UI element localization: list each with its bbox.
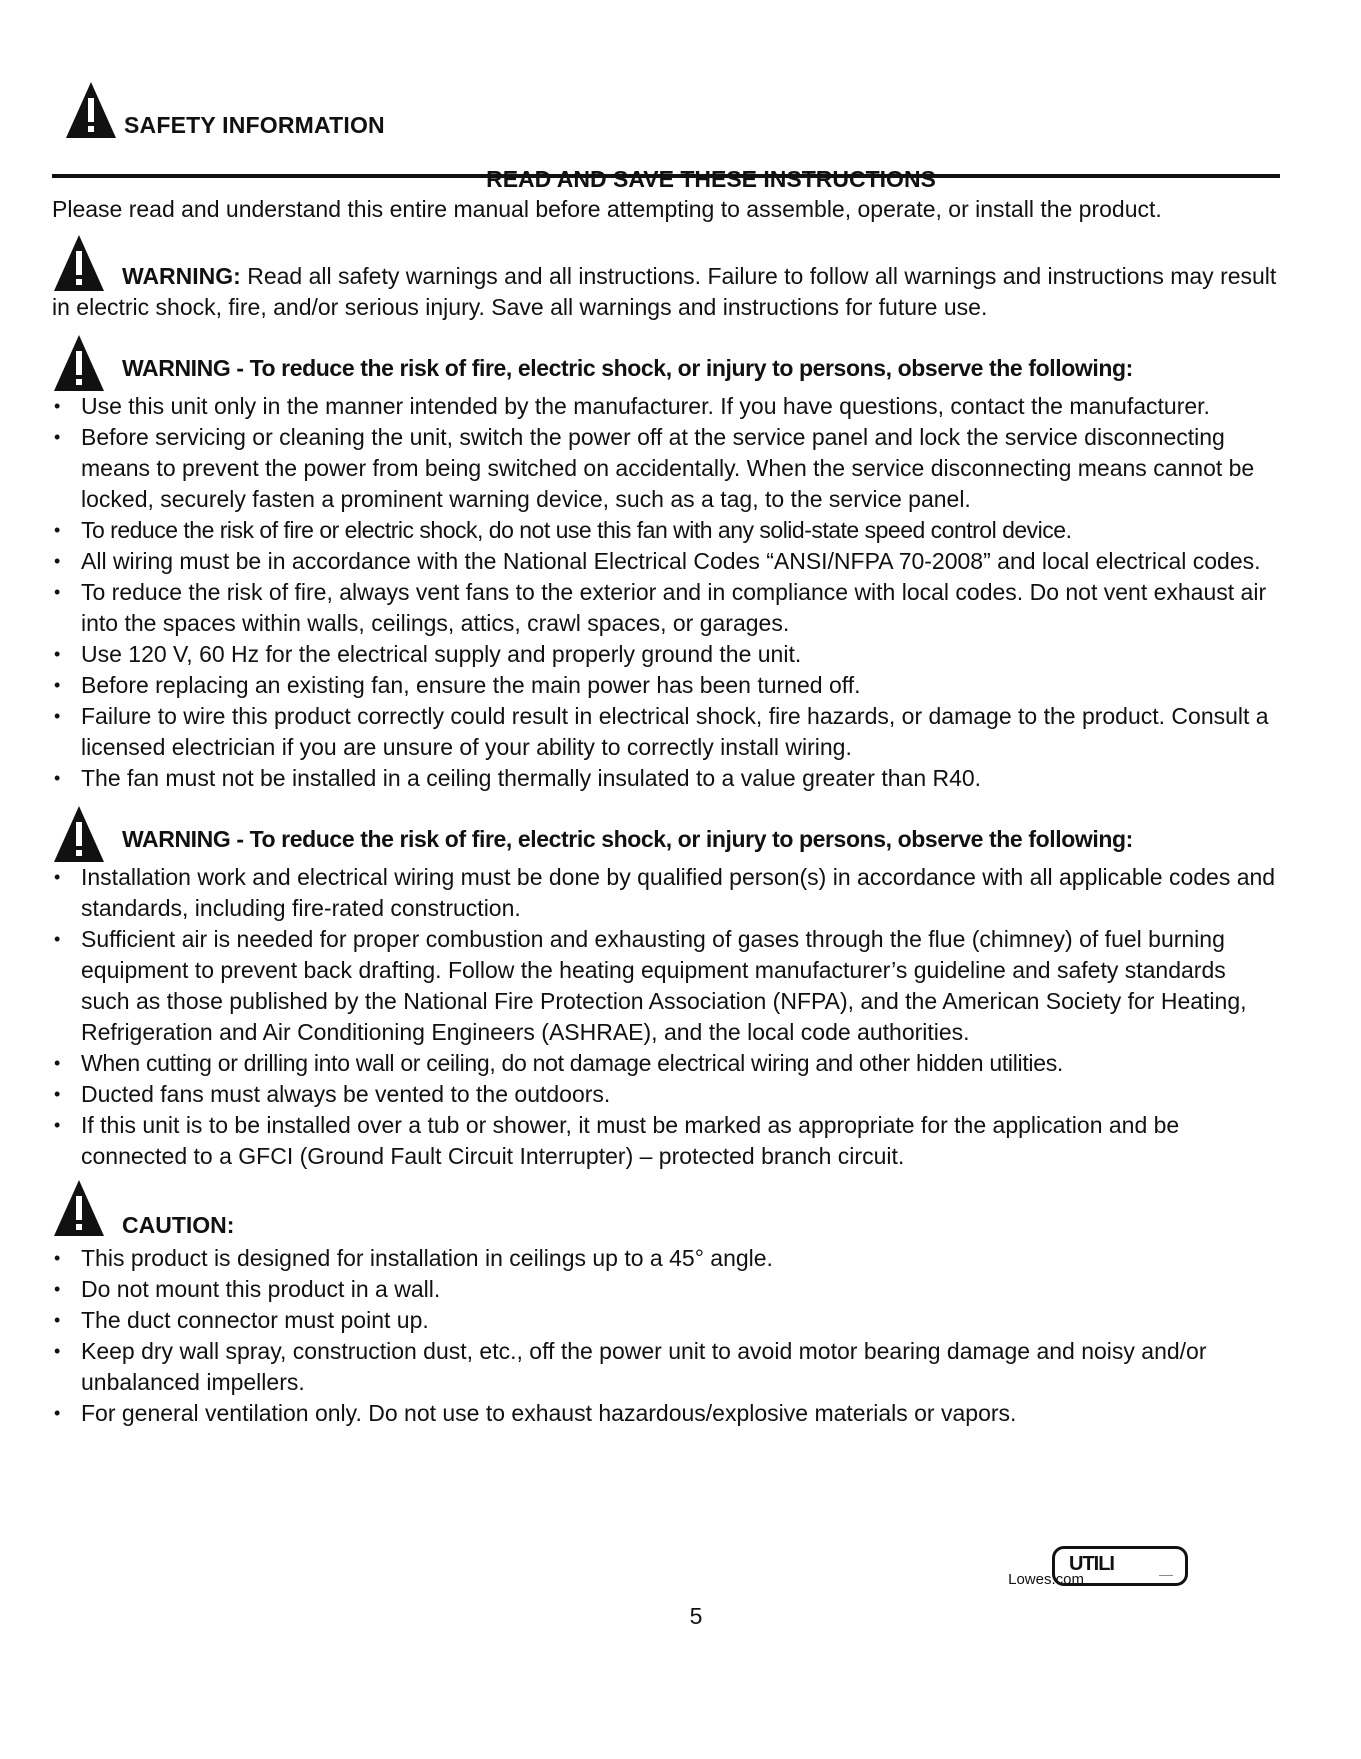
list-item: • For general ventilation only. Do not use to exhaust hazardous/explosive materials or vapors.: [52, 1398, 1280, 1429]
list-item: • All wiring must be in accordance with the National Electrical Codes “ANSI/NFPA 70-2008” and local electrical codes.: [52, 546, 1280, 577]
list-item: • Sufficient air is needed for proper combustion and exhausting of gases through the flue (chimney) of fuel burning equipment to prevent back drafting. Follow the heating equipment manufacturer’s guideline and safety standards such as those published by the National Fire Protection Association (NFPA), and the American Society for Heating, Refrigeration and Air Conditioning Engineers (ASHRAE), and the local code authorities.: [52, 924, 1280, 1048]
warning-triangle-icon: [64, 80, 118, 140]
site-name: Lowes.com: [1008, 1571, 1084, 1588]
warning-triangle-icon: [52, 233, 106, 293]
warning-triangle-icon: [52, 804, 106, 864]
warning-install-section: [52, 808, 1280, 1172]
warning-general-text: [52, 239, 1280, 323]
page-footer: [52, 1540, 1280, 1629]
section-header: [52, 80, 1280, 142]
list-item: • Ducted fans must always be vented to the outdoors.: [52, 1079, 1280, 1110]
list-item: • Before servicing or cleaning the unit, switch the power off at the service panel and lock the service disconnecting means to prevent the power from being switched on accidentally. When the service disconnecting means cannot be locked, securely fasten a prominent warning device, such as a tag, to the service panel.: [52, 422, 1280, 515]
warning-install-heading: [52, 808, 1280, 860]
brand-logo: [1052, 1546, 1188, 1586]
list-item: • Use this unit only in the manner intended by the manufacturer. If you have questions, contact the manufacturer.: [52, 391, 1280, 422]
list-item: • Failure to wire this product correctly could result in electrical shock, fire hazards, or damage to the product. Consult a licensed electrician if you are unsure of your ability to correctly install wiring.: [52, 701, 1280, 763]
list-item: • When cutting or drilling into wall or ceiling, do not damage electrical wiring and other hidden utilities.: [52, 1048, 1280, 1079]
list-item: • The fan must not be installed in a ceiling thermally insulated to a value greater than R40.: [52, 763, 1280, 794]
warning-triangle-icon: [52, 333, 106, 393]
warning-fire-heading: [52, 337, 1280, 389]
warning-install-title: WARNING - To reduce the risk of fire, electric shock, or injury to persons, observe the following:: [122, 826, 1133, 852]
warning-general: [52, 239, 1280, 323]
header-rule: [52, 174, 1280, 178]
caution-section: [52, 1186, 1280, 1429]
warning-triangle-icon: [52, 1178, 106, 1238]
warning-fire-title: WARNING - To reduce the risk of fire, electric shock, or injury to persons, observe the following:: [122, 355, 1133, 381]
list-item: • To reduce the risk of fire or electric shock, do not use this fan with any solid-state speed control device.: [52, 515, 1280, 546]
list-item: • Keep dry wall spray, construction dust, etc., off the power unit to avoid motor bearing damage and noisy and/or unbalanced impellers.: [52, 1336, 1280, 1398]
list-item: • This product is designed for installation in ceilings up to a 45° angle.: [52, 1243, 1280, 1274]
subtitle: READ AND SAVE THESE INSTRUCTIONS: [486, 166, 936, 192]
list-item: • Before replacing an existing fan, ensure the main power has been turned off.: [52, 670, 1280, 701]
caution-heading: [52, 1186, 1280, 1241]
page-number: 5: [689, 1603, 703, 1629]
warning-general-body: Read all safety warnings and all instructions. Failure to follow all warnings and instructions may result in electric shock, fire, and/or serious injury. Save all warnings and instructions for future use.: [52, 263, 1277, 320]
manual-page: [52, 80, 1280, 1629]
logo-tagline-mark: ——: [1159, 1572, 1173, 1579]
list-item: • If this unit is to be installed over a tub or shower, it must be marked as appropriate for the application and be connected to a GFCI (Ground Fault Circuit Interrupter) – protected branch circuit.: [52, 1110, 1280, 1172]
caution-list: [52, 1243, 1280, 1429]
caution-title: CAUTION:: [122, 1212, 235, 1238]
list-item: • Installation work and electrical wiring must be done by qualified person(s) in accordance with all applicable codes and standards, including fire-rated construction.: [52, 862, 1280, 924]
logo-text: UTILI: [1069, 1553, 1114, 1575]
list-item: • Use 120 V, 60 Hz for the electrical supply and properly ground the unit.: [52, 639, 1280, 670]
list-item: • Do not mount this product in a wall.: [52, 1274, 1280, 1305]
list-item: • The duct connector must point up.: [52, 1305, 1280, 1336]
warning-fire-list: [52, 391, 1280, 794]
list-item: • To reduce the risk of fire, always vent fans to the exterior and in compliance with local codes. Do not vent exhaust air into the spaces within walls, ceilings, attics, crawl spaces, or garages.: [52, 577, 1280, 639]
warning-general-title: WARNING:: [122, 263, 241, 289]
warning-fire-section: [52, 337, 1280, 794]
section-title: SAFETY INFORMATION: [124, 112, 385, 138]
intro-text: Please read and understand this entire manual before attempting to assemble, operate, or install the product.: [52, 196, 1162, 222]
warning-install-list: [52, 862, 1280, 1172]
